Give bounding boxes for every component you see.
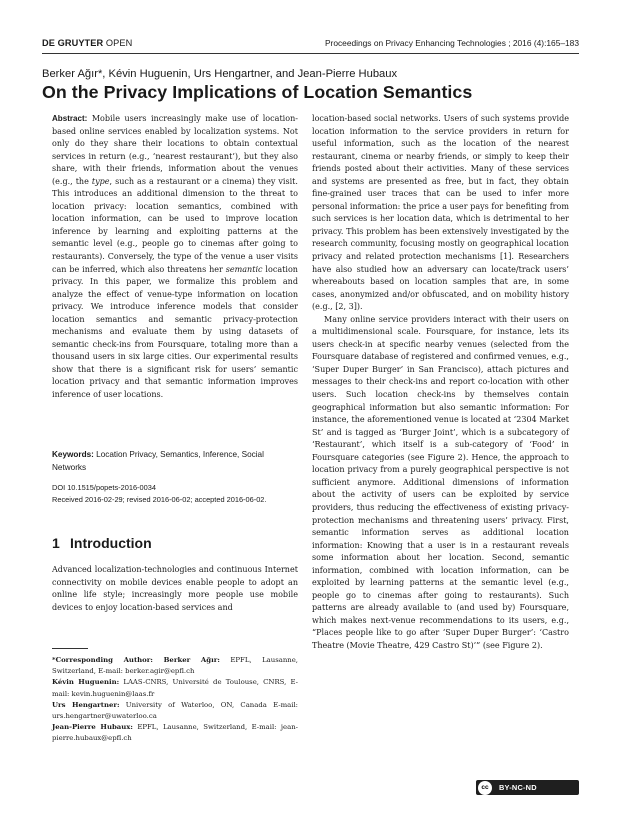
abstract-emph-type: type — [91, 176, 110, 186]
publication-info — [52, 482, 298, 505]
doi: DOI 10.1515/popets-2016-0034 — [52, 483, 156, 492]
footnote-author: Kévin Huguenin: — [52, 678, 120, 687]
intro-paragraph — [52, 564, 298, 614]
footnote-author: *Corresponding Author: Berker Ağır: — [52, 656, 220, 664]
abstract-label: Abstract: — [52, 114, 88, 123]
intro-text: Advanced localization-technologies and continuous Internet connectivity on mobile devices enable people to adopt an online life style; increasingly more people use mobile devices to enjoy location-based services and — [52, 565, 298, 612]
footnote-text: University of Waterloo, ON, Canada E-mail: urs.hengartner@uwaterloo.ca — [52, 700, 298, 721]
right-paragraph-2: Many online service providers interact with their users on a multidimensional scale. Foursquare, for instance, lets its users check-in at specific nearby venues (selected from the Foursquare database of registered and confirmed venues, e.g., ‘Super Duper Burger’ in San Francisco), attach pictures and messages to their check-ins and report co-location with other users. Such location check-ins by themselves contain geographical information but also semantic information: For instance, the aforementioned venue is located at ‘2304 Market St’ and is tagged as ‘Burger Joint’, which is a subcategory of ‘Restaurant’, which itself is a sub-category of ‘Food’ in Foursquare categories (see Figure 2). Hence, the approach to location privacy from a purely geographical perspective is not sufficient anymore. Additional dimensions of information about the activity of users can be exploited by service providers, thus reducing the effectiveness of existing privacy-protection mechanisms and threatening users’ privacy. First, semantic information serves as additional location information: Knowing that a user is in a restaurant reveals some information about her location. Second, semantic information, combined with location information, can be exploited by learning patterns at the semantic level (e.g., people go to cinemas after going to restaurants). Such patterns are already available to (and used by) Foursquare, which makes next-venue recommendations to its users, e.g., “Places people like to go after ‘Super Duper Burger’: ‘Castro Theatre (Movie Theatre, 429 Castro St)’” (see Figure 2). — [312, 314, 569, 650]
publisher-bold: DE GRUYTER — [42, 38, 104, 48]
section-title: Introduction — [70, 535, 152, 551]
footnote-item — [52, 677, 298, 699]
abstract-text-3: location privacy. In this paper, we formalize this problem and analyze the effect of venue-type information on location privacy. We introduce inference models that consider location semantics and semantic privacy-protection mechanisms and evaluate them by using datasets of semantic check-ins from Foursquare, totaling more than a thousand users in six large cities. Our experimental results show that there is a significant risk for users’ semantic location privacy and that semantic information improves inference of user locations. — [52, 264, 298, 400]
footnote-item — [52, 655, 298, 677]
license-text: BY-NC-ND — [499, 783, 537, 792]
right-paragraph-1: location-based social networks. Users of such systems provide location information to the service providers in return for useful information, such as the location of the nearest restaurant, cinema or nearby friends, or simply to keep their friends posted about their activities. Many of these services and systems are presented as free, but in fact, they obtain fine-grained user traces that can be used to infer more personal information: the price a user pays for benefiting from such services is her location data, which is detrimental to her privacy. This problem has been extensively investigated by the research community, focusing mostly on geographical location privacy and related protection mechanisms [1]. Researchers have also studied how an adversary can locate/track users’ whereabouts based on location samples that are, in some cases, anonymized and/or obfuscated, and on mobility history (e.g., [2, 3]). — [312, 114, 569, 312]
journal-citation: Proceedings on Privacy Enhancing Technologies ; 2016 (4):165–183 — [324, 38, 579, 48]
publisher-rest: OPEN — [103, 38, 133, 48]
received-dates: Received 2016-02-29; revised 2016-06-02; accepted 2016-06-02. — [52, 494, 267, 504]
footnote-item — [52, 700, 298, 722]
keywords-text: Location Privacy, Semantics, Inference, Social Networks — [52, 450, 264, 472]
footnote-item — [52, 722, 298, 744]
footnote-text: LAAS-CNRS, Université de Toulouse, CNRS, E-mail: kevin.huguenin@laas.fr — [52, 678, 298, 698]
footnote-text: EPFL, Lausanne, Switzerland, E-mail: berker.agir@epfl.ch — [52, 656, 298, 676]
footnote-rule — [52, 648, 88, 649]
abstract-emph-semantic: semantic — [225, 264, 263, 274]
abstract — [52, 113, 298, 402]
right-column — [312, 113, 569, 653]
section-number: 1 — [52, 535, 60, 551]
cc-license-badge[interactable] — [476, 780, 579, 795]
author-list: Berker Ağır*, Kévin Huguenin, Urs Hengartner, and Jean-Pierre Hubaux — [42, 68, 398, 80]
footnote-author: Jean-Pierre Hubaux: — [52, 723, 133, 732]
footnote-text: EPFL, Lausanne, Switzerland, E-mail: jean-pierre.hubaux@epfl.ch — [52, 723, 299, 743]
abstract-text-2: , such as a restaurant or a cinema) they visit. This introduces an additional dimension to the threat to location privacy: location semantics, combined with location information, can be used to improve location inference by learning and exploiting patterns at the semantic level (e.g., people go to cinemas after going to restaurants). Conversely, the type of the venue a user visits can be inferred, which also threatens her — [52, 176, 298, 274]
abstract-text-1: Mobile users increasingly make use of location-based online services enabled by localization systems. Not only do they share their locations to obtain contextual services in return (e.g., ‘nearest restaurant’), but they also share, with their friends, information about the venues (e.g., the — [52, 114, 298, 186]
footnotes — [52, 655, 298, 745]
footnote-author: Urs Hengartner: — [52, 700, 120, 709]
keywords — [52, 449, 298, 474]
publisher-name — [42, 38, 132, 48]
creative-commons-icon: cc — [478, 781, 492, 795]
header-rule — [42, 53, 579, 54]
paper-title: On the Privacy Implications of Location Semantics — [42, 82, 473, 102]
keywords-label: Keywords: — [52, 450, 94, 459]
